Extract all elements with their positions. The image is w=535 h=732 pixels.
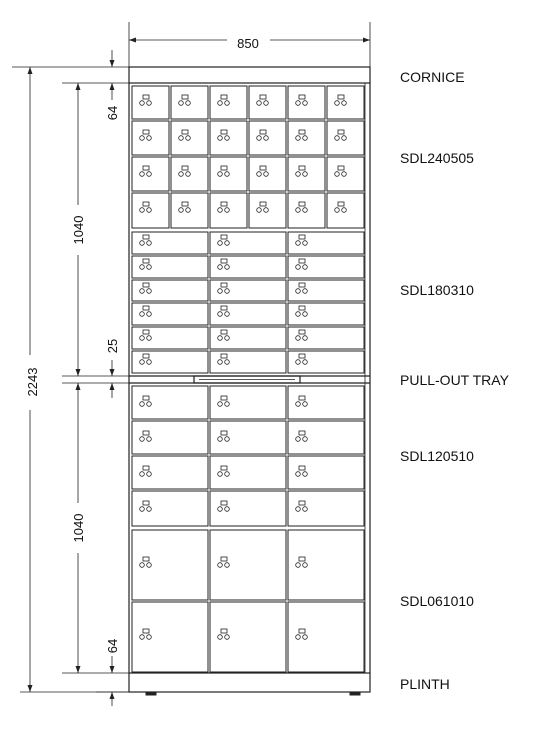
locker-door-sdl240505: [171, 86, 208, 119]
locker-door-sdl240505: [210, 86, 247, 119]
locker-door-sdl180310: [288, 232, 364, 254]
locker-door-sdl120510: [132, 386, 208, 419]
lock-icon: [140, 235, 152, 245]
lock-icon: [296, 306, 308, 316]
door-panel: [210, 121, 247, 155]
lower-height-dimension: 1040: [71, 513, 86, 543]
lock-icon: [296, 166, 308, 176]
locker-door-sdl240505: [327, 86, 364, 119]
door-panel: [288, 491, 364, 526]
locker-door-sdl180310: [132, 327, 208, 349]
label-sdl240505: SDL240505: [400, 150, 474, 166]
door-panel: [288, 157, 325, 191]
locker-door-sdl240505: [249, 193, 286, 228]
lock-icon: [218, 557, 230, 567]
label-sdl180310: SDL180310: [400, 282, 474, 298]
locker-door-sdl240505: [210, 121, 247, 155]
lock-icon: [296, 330, 308, 340]
lock-icon: [218, 166, 230, 176]
lock-icon: [296, 354, 308, 364]
tray-gap-dimension: 25: [105, 338, 120, 354]
label-plinth: PLINTH: [400, 676, 450, 692]
arrow-head: [110, 383, 115, 390]
lock-icon: [140, 396, 152, 406]
cabinet-elevation: [129, 67, 370, 695]
lock-icon: [296, 283, 308, 293]
label-pull-out-tray: PULL-OUT TRAY: [400, 372, 509, 388]
locker-door-sdl061010: [210, 602, 286, 672]
arrow-head: [110, 369, 115, 376]
lock-icon: [140, 354, 152, 364]
lock-icon: [218, 629, 230, 639]
locker-door-sdl061010: [210, 530, 286, 600]
door-panel: [210, 602, 286, 672]
door-panel: [210, 193, 247, 228]
lock-icon: [140, 259, 152, 269]
lock-icon: [296, 130, 308, 140]
locker-door-sdl180310: [132, 280, 208, 301]
lock-icon: [218, 501, 230, 511]
lock-icon: [140, 95, 152, 105]
door-panel: [132, 530, 208, 600]
locker-door-sdl180310: [132, 256, 208, 278]
lock-icon: [218, 235, 230, 245]
locker-door-sdl240505: [171, 157, 208, 191]
lock-icon: [218, 306, 230, 316]
label-sdl120510: SDL120510: [400, 448, 474, 464]
door-panel: [171, 157, 208, 191]
locker-door-sdl240505: [210, 193, 247, 228]
lock-icon: [140, 501, 152, 511]
lock-icon: [218, 202, 230, 212]
lock-icon: [218, 130, 230, 140]
lock-icon: [218, 431, 230, 441]
door-panel: [249, 157, 286, 191]
door-panel: [132, 157, 169, 191]
locker-door-sdl240505: [288, 157, 325, 191]
arrow-head: [110, 692, 115, 699]
locker-door-sdl180310: [288, 303, 364, 325]
lock-icon: [140, 130, 152, 140]
door-panel: [132, 193, 169, 228]
lock-icon: [335, 130, 347, 140]
locker-door-sdl240505: [249, 157, 286, 191]
door-panel: [288, 530, 364, 600]
width-dimension: 850: [237, 36, 259, 51]
locker-door-sdl240505: [288, 86, 325, 119]
arrow-head: [110, 666, 115, 673]
lock-icon: [296, 629, 308, 639]
locker-door-sdl240505: [327, 121, 364, 155]
lock-icon: [257, 130, 269, 140]
lock-icon: [140, 466, 152, 476]
lock-icon: [140, 283, 152, 293]
locker-door-sdl061010: [132, 602, 208, 672]
locker-door-sdl240505: [210, 157, 247, 191]
door-panel: [171, 193, 208, 228]
locker-door-sdl120510: [210, 456, 286, 489]
arrow-head: [110, 83, 115, 90]
lock-icon: [179, 130, 191, 140]
plinth-gap-dimension: 64: [105, 638, 120, 654]
lock-icon: [296, 259, 308, 269]
plinth-foot: [146, 692, 156, 695]
door-panel: [327, 121, 364, 155]
door-panel: [132, 602, 208, 672]
cornice-gap-dimension: 64: [105, 105, 120, 121]
locker-door-sdl180310: [288, 327, 364, 349]
locker-door-sdl180310: [132, 232, 208, 254]
locker-door-sdl240505: [132, 121, 169, 155]
door-panel: [288, 602, 364, 672]
plinth-foot: [350, 692, 360, 695]
door-panel: [171, 86, 208, 119]
locker-door-sdl180310: [210, 303, 286, 325]
arrow-head: [28, 67, 33, 74]
upper-height-dimension: 1040: [71, 215, 86, 245]
locker-door-sdl240505: [132, 193, 169, 228]
locker-door-sdl120510: [132, 491, 208, 526]
door-panel: [210, 491, 286, 526]
lock-icon: [257, 202, 269, 212]
locker-door-sdl180310: [288, 280, 364, 301]
lock-icon: [218, 396, 230, 406]
door-panel: [288, 193, 325, 228]
door-panel: [132, 86, 169, 119]
locker-door-sdl240505: [327, 157, 364, 191]
lock-icon: [296, 235, 308, 245]
locker-door-sdl120510: [132, 456, 208, 489]
plinth: [129, 673, 370, 692]
locker-door-sdl240505: [132, 157, 169, 191]
locker-door-sdl180310: [210, 280, 286, 301]
arrow-head: [76, 383, 81, 390]
locker-door-sdl180310: [210, 351, 286, 373]
label-sdl061010: SDL061010: [400, 593, 474, 609]
lock-icon: [335, 166, 347, 176]
locker-door-sdl240505: [171, 193, 208, 228]
arrow-head: [76, 369, 81, 376]
door-panel: [132, 121, 169, 155]
door-panel: [327, 157, 364, 191]
lock-icon: [296, 396, 308, 406]
locker-door-sdl120510: [288, 491, 364, 526]
arrow-head: [28, 685, 33, 692]
lock-icon: [179, 202, 191, 212]
lock-icon: [296, 557, 308, 567]
label-cornice: CORNICE: [400, 69, 465, 85]
lock-icon: [335, 95, 347, 105]
lock-icon: [140, 431, 152, 441]
arrow-head: [363, 38, 370, 43]
locker-door-sdl120510: [288, 386, 364, 419]
locker-door-sdl061010: [288, 530, 364, 600]
dimension-lines: [12, 22, 370, 706]
locker-door-sdl180310: [210, 232, 286, 254]
locker-door-sdl240505: [249, 121, 286, 155]
locker-door-sdl240505: [327, 193, 364, 228]
lock-icon: [140, 330, 152, 340]
door-panel: [288, 121, 325, 155]
lock-icon: [218, 259, 230, 269]
lock-icon: [257, 95, 269, 105]
lock-icon: [296, 466, 308, 476]
lock-icon: [257, 166, 269, 176]
locker-door-sdl061010: [288, 602, 364, 672]
lock-icon: [140, 557, 152, 567]
locker-door-sdl180310: [210, 256, 286, 278]
locker-door-sdl120510: [210, 491, 286, 526]
arrow-head: [76, 666, 81, 673]
door-panel: [210, 86, 247, 119]
lock-icon: [296, 202, 308, 212]
locker-door-sdl120510: [132, 421, 208, 454]
locker-door-sdl240505: [249, 86, 286, 119]
locker-door-sdl120510: [210, 421, 286, 454]
locker-door-sdl240505: [132, 86, 169, 119]
door-panel: [210, 530, 286, 600]
door-panel: [288, 86, 325, 119]
lock-icon: [218, 283, 230, 293]
door-panel: [210, 157, 247, 191]
locker-door-sdl061010: [132, 530, 208, 600]
lock-icon: [140, 166, 152, 176]
lock-icon: [218, 95, 230, 105]
lock-icon: [140, 629, 152, 639]
lock-icon: [218, 466, 230, 476]
total-height-dimension: 2243: [25, 367, 40, 397]
lock-icon: [218, 354, 230, 364]
locker-door-sdl240505: [288, 193, 325, 228]
locker-door-sdl180310: [210, 327, 286, 349]
door-panel: [249, 86, 286, 119]
lock-icon: [296, 431, 308, 441]
door-panel: [249, 121, 286, 155]
lock-icon: [296, 95, 308, 105]
arrow-head: [76, 83, 81, 90]
lock-icon: [296, 501, 308, 511]
locker-door-sdl120510: [288, 456, 364, 489]
locker-door-sdl120510: [210, 386, 286, 419]
lock-icon: [179, 166, 191, 176]
locker-door-sdl120510: [288, 421, 364, 454]
lock-icon: [140, 306, 152, 316]
locker-door-sdl240505: [171, 121, 208, 155]
door-panel: [132, 491, 208, 526]
lock-icon: [218, 330, 230, 340]
lock-icon: [179, 95, 191, 105]
locker-door-sdl180310: [132, 303, 208, 325]
locker-door-sdl180310: [288, 256, 364, 278]
arrow-head: [129, 38, 136, 43]
door-panel: [249, 193, 286, 228]
lock-icon: [335, 202, 347, 212]
cornice: [129, 67, 370, 83]
arrow-head: [110, 60, 115, 67]
door-panel: [327, 193, 364, 228]
lock-icon: [140, 202, 152, 212]
locker-door-sdl180310: [288, 351, 364, 373]
door-panel: [171, 121, 208, 155]
locker-door-sdl180310: [132, 351, 208, 373]
door-panel: [327, 86, 364, 119]
locker-door-sdl240505: [288, 121, 325, 155]
